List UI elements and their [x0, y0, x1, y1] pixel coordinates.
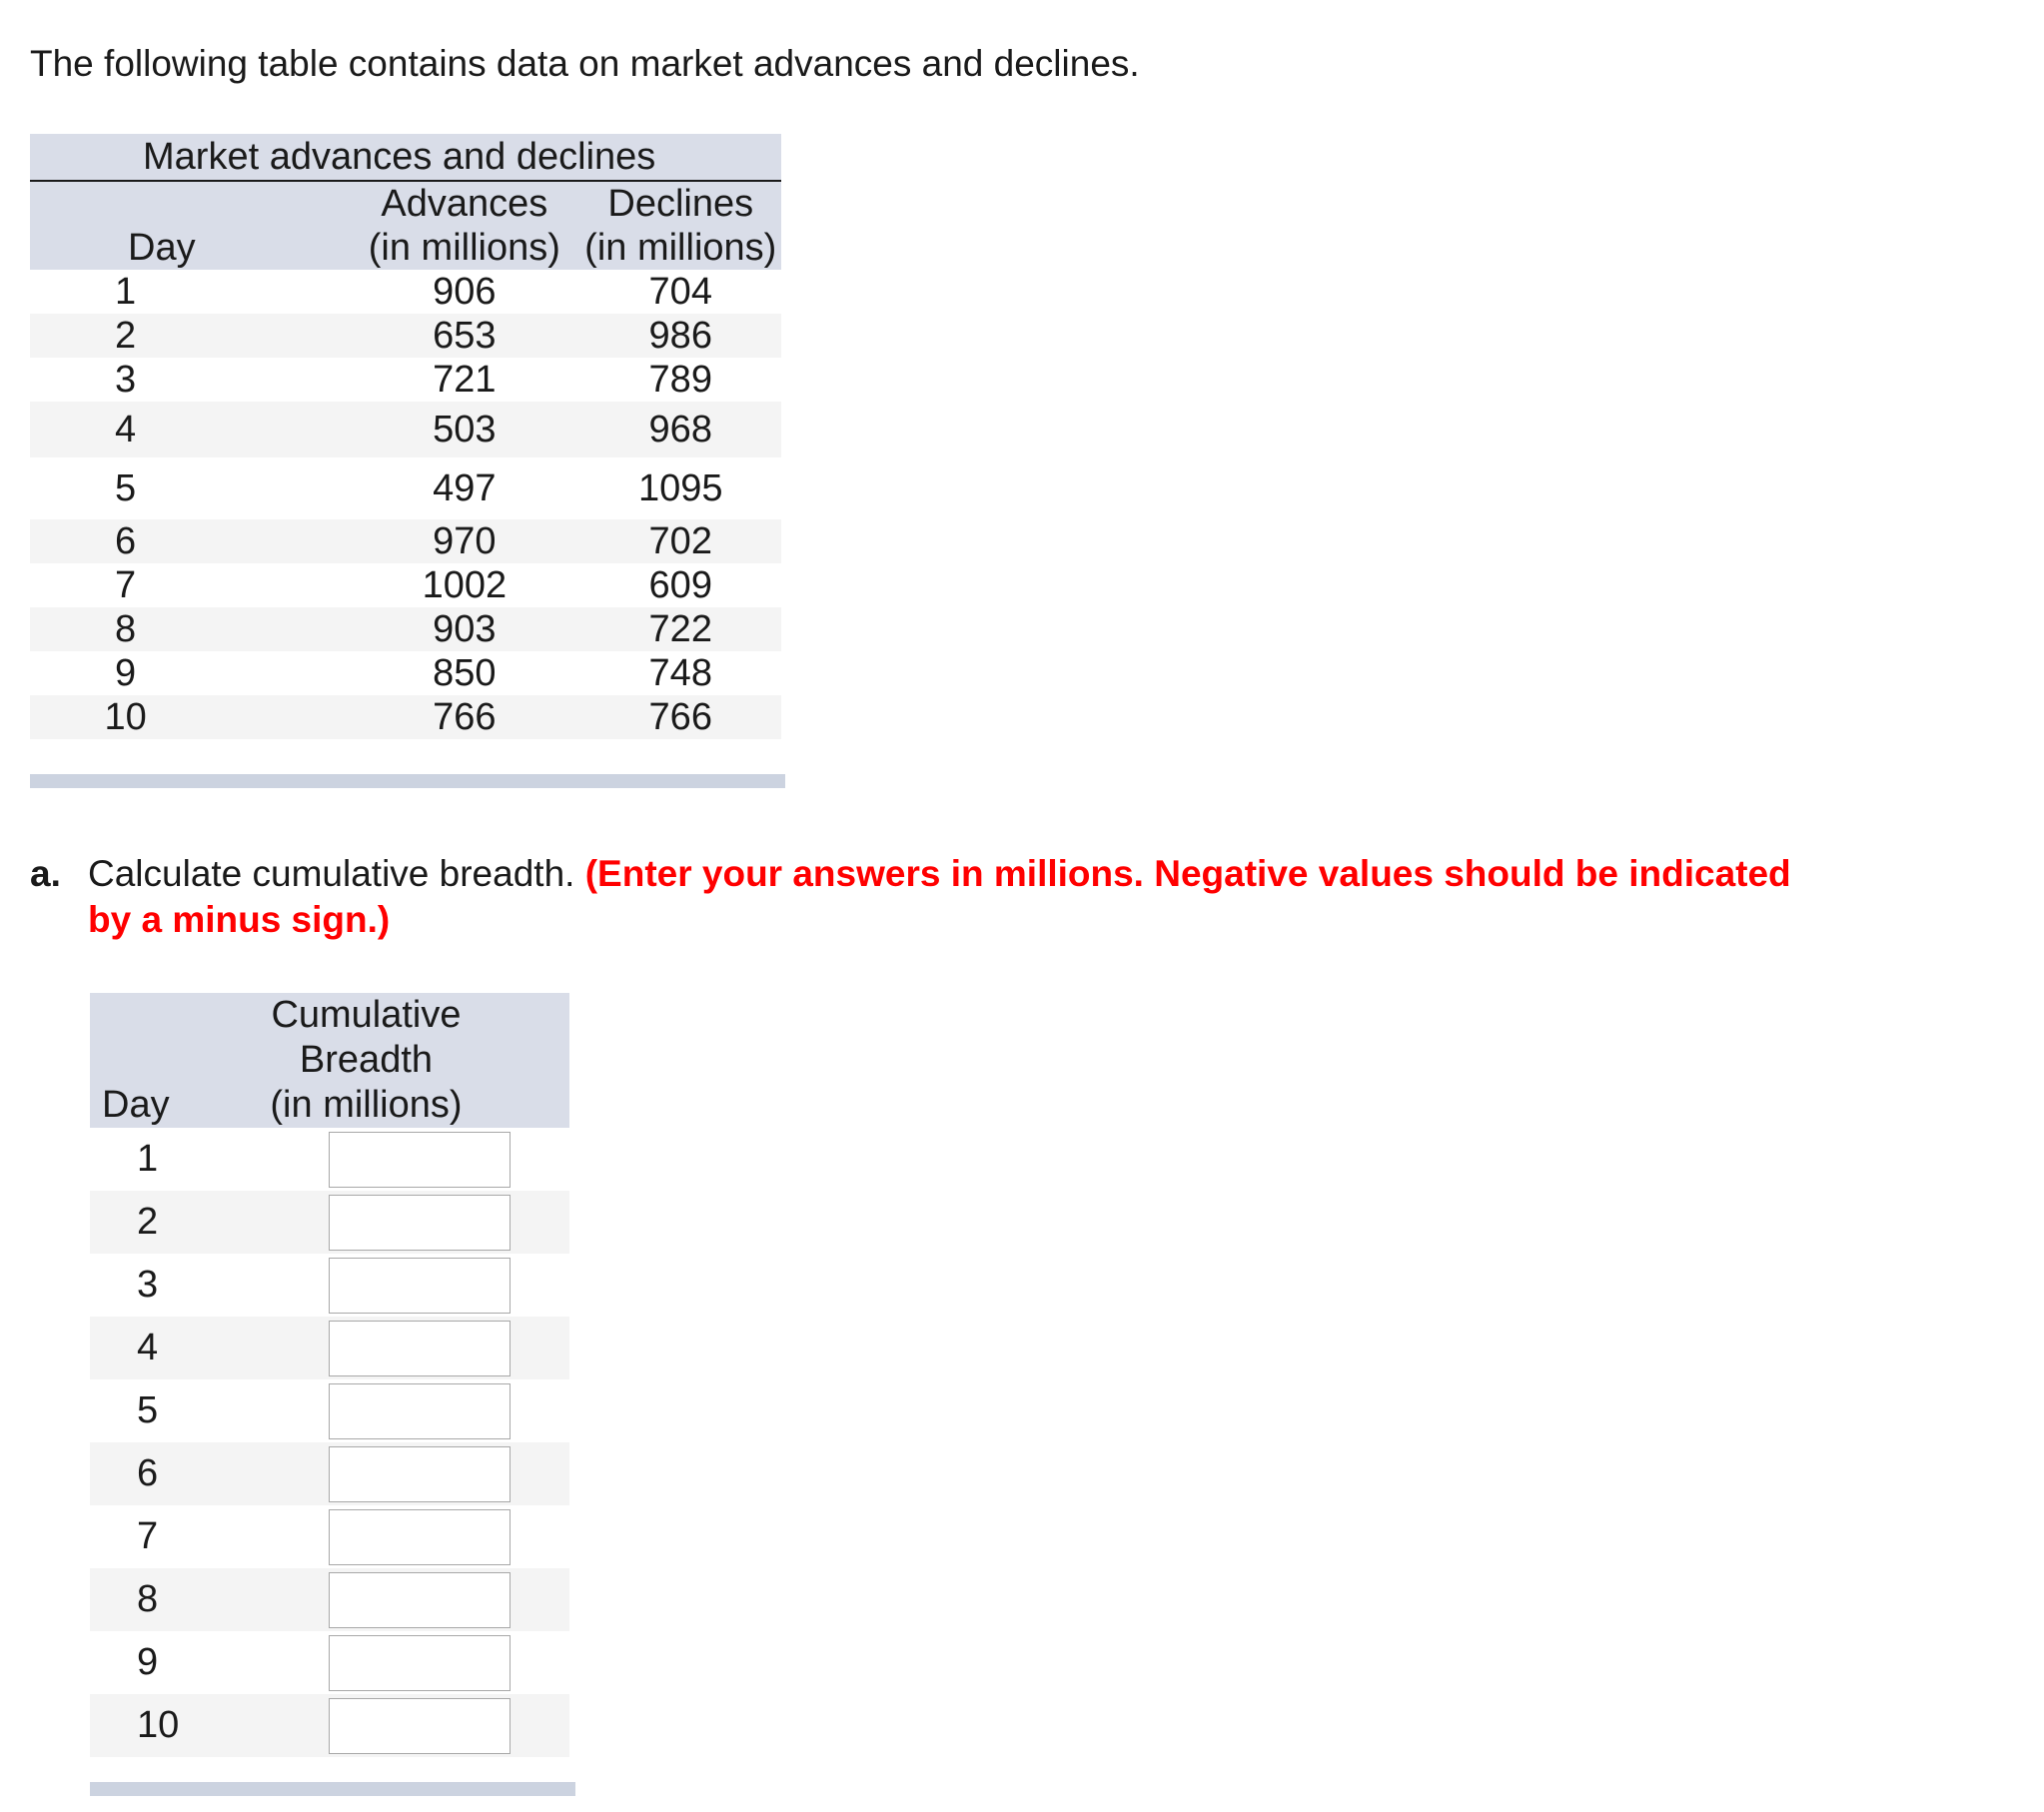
- cell-advances: 721: [433, 359, 497, 401]
- table-row: [30, 270, 781, 314]
- cell-answer: [233, 1191, 569, 1254]
- cell-day: 6: [90, 1442, 233, 1505]
- cell-answer: [233, 1694, 569, 1757]
- table-row: [30, 314, 781, 358]
- cell-day: 5: [115, 467, 137, 509]
- cell-day: 1: [137, 1138, 159, 1180]
- cell-day: 2: [90, 1191, 233, 1254]
- header-declines-line1: Declines: [607, 183, 754, 225]
- header-cb-line1: Cumulative: [271, 994, 462, 1036]
- table-row: [30, 457, 781, 519]
- cell-declines: 986: [580, 314, 782, 358]
- table-caption: Market advances and declines: [30, 134, 781, 181]
- cumulative-breadth-input[interactable]: [329, 1635, 511, 1691]
- cell-answer: [233, 1379, 569, 1442]
- table2-footer-bar: [90, 1782, 575, 1796]
- column-header-day-2: Day: [90, 993, 233, 1128]
- cell-advances: 653: [349, 314, 579, 358]
- table-row: [90, 1505, 569, 1568]
- header-advances-line2: (in millions): [368, 227, 560, 269]
- column-header-cumulative-breadth: [233, 993, 569, 1128]
- cell-day: 1: [115, 271, 137, 313]
- table-row: [30, 358, 781, 402]
- cell-declines: 766: [580, 695, 782, 739]
- cell-advances: 503: [349, 402, 579, 457]
- market-data-table: [30, 134, 781, 739]
- table-row: [30, 607, 781, 651]
- cell-declines: 722: [580, 607, 782, 651]
- cumulative-breadth-input[interactable]: [329, 1383, 511, 1439]
- cell-advances: 906: [433, 271, 497, 313]
- cell-day: 9: [137, 1641, 159, 1683]
- column-header-day: [30, 181, 349, 270]
- cell-day: 6: [30, 519, 349, 563]
- table-row: [30, 402, 781, 457]
- cell-advances: 497: [433, 467, 497, 509]
- cell-advances: 766: [349, 695, 579, 739]
- table-row: [90, 1442, 569, 1505]
- cell-declines: 702: [580, 519, 782, 563]
- header-declines-line2: (in millions): [584, 227, 777, 269]
- cumulative-breadth-input[interactable]: [329, 1446, 511, 1502]
- question-letter: a.: [30, 853, 61, 894]
- table-row: [30, 651, 781, 695]
- cumulative-breadth-input[interactable]: [329, 1132, 511, 1188]
- cell-day: 3: [115, 359, 137, 401]
- cell-answer: [233, 1254, 569, 1317]
- cell-answer: [233, 1128, 569, 1191]
- cell-day: 7: [115, 564, 137, 606]
- cumulative-breadth-input[interactable]: [329, 1195, 511, 1251]
- table-row: [90, 1191, 569, 1254]
- cell-advances: 970: [349, 519, 579, 563]
- cell-answer: [233, 1442, 569, 1505]
- table-row: [30, 695, 781, 739]
- column-header-declines: [580, 181, 782, 270]
- cumulative-breadth-input[interactable]: [329, 1258, 511, 1314]
- cell-advances: 1002: [422, 564, 508, 606]
- table-row: [90, 1254, 569, 1317]
- cumulative-breadth-input[interactable]: [329, 1509, 511, 1565]
- cell-day: 8: [90, 1568, 233, 1631]
- cumulative-breadth-input[interactable]: [329, 1698, 511, 1754]
- cell-day: 8: [30, 607, 349, 651]
- header-cb-line2: Breadth: [299, 1039, 434, 1081]
- question-instruction-line1: (Enter your answers in millions. Negative values should be indicated: [584, 853, 1791, 894]
- intro-text: The following table contains data on market advances and declines.: [30, 43, 1140, 84]
- cell-day: 4: [90, 1317, 233, 1379]
- cell-declines: 704: [648, 271, 712, 313]
- question-text: Calculate cumulative breadth.: [88, 853, 575, 894]
- cell-advances: 850: [433, 652, 497, 694]
- table-row: [30, 563, 781, 607]
- table-row: [30, 519, 781, 563]
- question-instruction-line2: by a minus sign.): [88, 899, 391, 940]
- cell-advances: 903: [349, 607, 579, 651]
- question-a: [30, 851, 1928, 943]
- cell-declines: 748: [648, 652, 712, 694]
- cell-day: 3: [137, 1264, 159, 1306]
- cell-answer: [233, 1505, 569, 1568]
- column-header-advances: [349, 181, 579, 270]
- cell-declines: 789: [648, 359, 712, 401]
- cell-answer: [233, 1317, 569, 1379]
- header-cb-line3: (in millions): [270, 1084, 463, 1126]
- table-row: [90, 1317, 569, 1379]
- cell-day: 7: [137, 1515, 159, 1557]
- cumulative-breadth-input[interactable]: [329, 1321, 511, 1376]
- table-row: [90, 1694, 569, 1757]
- table-footer-bar: [30, 774, 785, 788]
- cell-answer: [233, 1631, 569, 1694]
- cell-day: 4: [30, 402, 349, 457]
- table-row: [90, 1379, 569, 1442]
- cell-declines: 968: [580, 402, 782, 457]
- cell-answer: [233, 1568, 569, 1631]
- cell-day: 10: [90, 1694, 233, 1757]
- table-row: [90, 1128, 569, 1191]
- cumulative-breadth-input[interactable]: [329, 1572, 511, 1628]
- cell-declines: 609: [648, 564, 712, 606]
- table-row: [90, 1568, 569, 1631]
- header-advances-line1: Advances: [381, 183, 548, 225]
- cell-day: 5: [137, 1389, 159, 1431]
- header-day-label: Day: [128, 227, 196, 269]
- table-row: [90, 1631, 569, 1694]
- cell-day: 2: [30, 314, 349, 358]
- cell-declines: 1095: [637, 467, 723, 509]
- cell-day: 10: [30, 695, 349, 739]
- cumulative-breadth-table: [90, 993, 569, 1757]
- cell-day: 9: [115, 652, 137, 694]
